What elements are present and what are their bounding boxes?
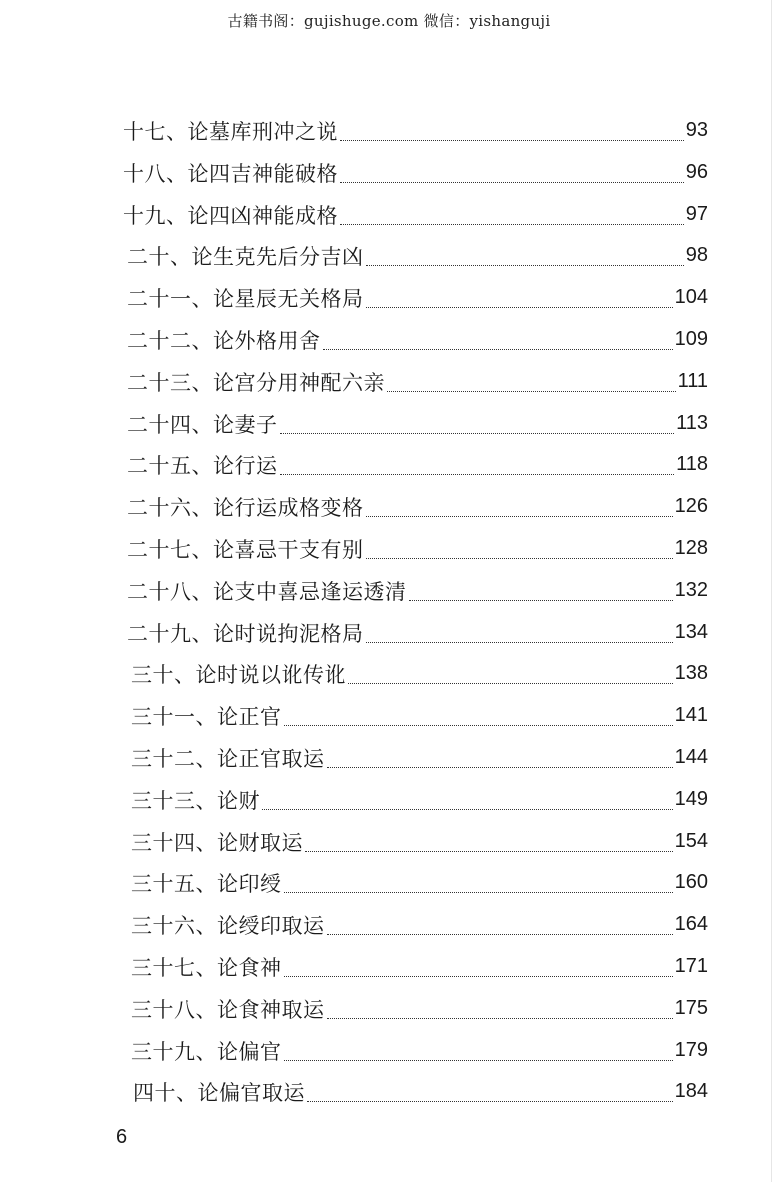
toc-entry-title: 三十四、论财取运 [131,830,303,855]
toc-entry[interactable] [123,154,708,188]
toc-entry[interactable] [131,781,708,815]
toc-entry[interactable] [131,1032,708,1066]
toc-entry-page: 128 [674,537,708,559]
toc-entry-title: 二十、论生克先后分吉凶 [127,245,364,270]
toc-entry[interactable] [131,823,708,857]
toc-dot-leader [387,390,676,392]
toc-dot-leader [366,515,673,517]
toc-entry-title: 三十八、论食神取运 [131,997,325,1022]
toc-entry[interactable] [127,405,708,439]
toc-entry-page: 96 [685,160,708,183]
toc-entry-title: 二十三、论宫分用神配六亲 [127,370,385,395]
toc-entry-page: 184 [674,1080,708,1103]
toc-entry-title: 二十一、论星辰无关格局 [127,287,364,312]
toc-entry-title: 三十一、论正官 [131,705,282,730]
page-edge-line [771,0,772,1182]
toc-entry[interactable] [131,739,708,773]
toc-entry-title: 三十、论时说以讹传讹 [131,663,346,688]
toc-dot-leader [327,933,673,935]
toc-dot-leader [305,850,673,852]
toc-entry[interactable] [127,446,708,480]
toc-entry[interactable] [131,697,708,731]
toc-entry[interactable] [131,864,708,898]
toc-entry[interactable] [123,112,708,146]
toc-entry-title: 三十六、论绶印取运 [131,914,325,939]
toc-entry-page: 160 [674,871,708,894]
toc-entry-title: 十九、论四凶神能成格 [123,203,338,228]
toc-entry-page: 104 [674,286,708,309]
toc-dot-leader [366,557,673,559]
toc-entry[interactable] [127,530,708,564]
toc-dot-leader [284,724,673,726]
toc-entry-page: 111 [677,369,708,392]
toc-entry-page: 109 [674,328,708,350]
toc-dot-leader [409,599,673,601]
toc-entry-page: 113 [676,411,708,434]
toc-dot-leader [280,473,675,475]
toc-entry-page: 97 [685,202,708,225]
toc-dot-leader [327,1017,673,1019]
toc-entry-title: 十七、论墓库刑冲之说 [123,120,338,144]
toc-entry-page: 154 [674,829,708,852]
toc-dot-leader [284,1059,673,1061]
toc-dot-leader [284,891,673,893]
toc-entry-title: 二十七、论喜忌干支有别 [127,538,364,562]
toc-entry-page: 118 [676,453,708,476]
toc-dot-leader [348,682,673,684]
toc-dot-leader [284,975,673,977]
toc-entry-page: 179 [674,1038,708,1061]
toc-entry-title: 三十九、论偏官 [131,1039,282,1064]
toc-entry[interactable] [127,614,708,648]
page-number: 6 [116,1126,128,1148]
toc-entry[interactable] [131,948,708,982]
toc-dot-leader [327,766,673,768]
toc-entry-page: 134 [674,620,708,643]
toc-entry[interactable] [127,279,708,313]
toc-dot-leader [366,306,673,308]
toc-entry-title: 二十二、论外格用舍 [127,329,321,353]
toc-entry-page: 126 [674,495,708,518]
toc-entry[interactable] [123,196,708,230]
toc-entry[interactable] [131,990,708,1024]
toc-entry-title: 三十七、论食神 [131,956,282,980]
toc-dot-leader [262,808,673,810]
toc-dot-leader [340,181,684,183]
toc-dot-leader [340,139,684,141]
toc-dot-leader [307,1100,673,1102]
toc-entry-page: 175 [674,996,708,1019]
toc-entry[interactable] [127,237,708,271]
toc-entry-title: 二十六、论行运成格变格 [127,496,364,521]
toc-dot-leader [366,641,673,643]
toc-entry-title: 二十四、论妻子 [127,412,278,437]
toc-dot-leader [280,432,675,434]
toc-dot-leader [340,223,684,225]
toc-entry[interactable] [131,655,708,689]
toc-entry-page: 144 [674,746,708,768]
toc-entry-title: 三十二、论正官取运 [131,747,325,771]
toc-entry-title: 二十九、论时说拘泥格局 [127,621,364,646]
watermark-header: 古籍书阁：gujishuge.com 微信：yishanguji [227,12,551,30]
toc-entry-page: 132 [674,578,708,601]
toc-entry-title: 四十、论偏官取运 [133,1081,305,1106]
toc-entry-page: 98 [685,244,708,267]
toc-entry[interactable] [127,572,708,606]
toc-entry[interactable] [133,1073,708,1107]
toc-entry-page: 149 [674,787,708,810]
toc-entry-page: 93 [685,119,708,141]
toc-entry-title: 十八、论四吉神能破格 [123,161,338,186]
toc-entry-page: 171 [674,955,708,977]
toc-entry[interactable] [127,488,708,522]
toc-entry-title: 二十五、论行运 [127,454,278,479]
toc-entry-title: 二十八、论支中喜忌逢运透清 [127,579,407,604]
toc-dot-leader [366,264,684,266]
toc-entry-page: 164 [674,913,708,936]
toc-entry[interactable] [131,906,708,940]
toc-entry-title: 三十三、论财 [131,788,260,813]
toc-entry-title: 三十五、论印绶 [131,872,282,897]
toc-entry-page: 141 [674,704,708,727]
toc-entry[interactable] [127,321,708,355]
toc-entry[interactable] [127,363,708,397]
toc-dot-leader [323,348,673,350]
toc-entry-page: 138 [674,662,708,685]
